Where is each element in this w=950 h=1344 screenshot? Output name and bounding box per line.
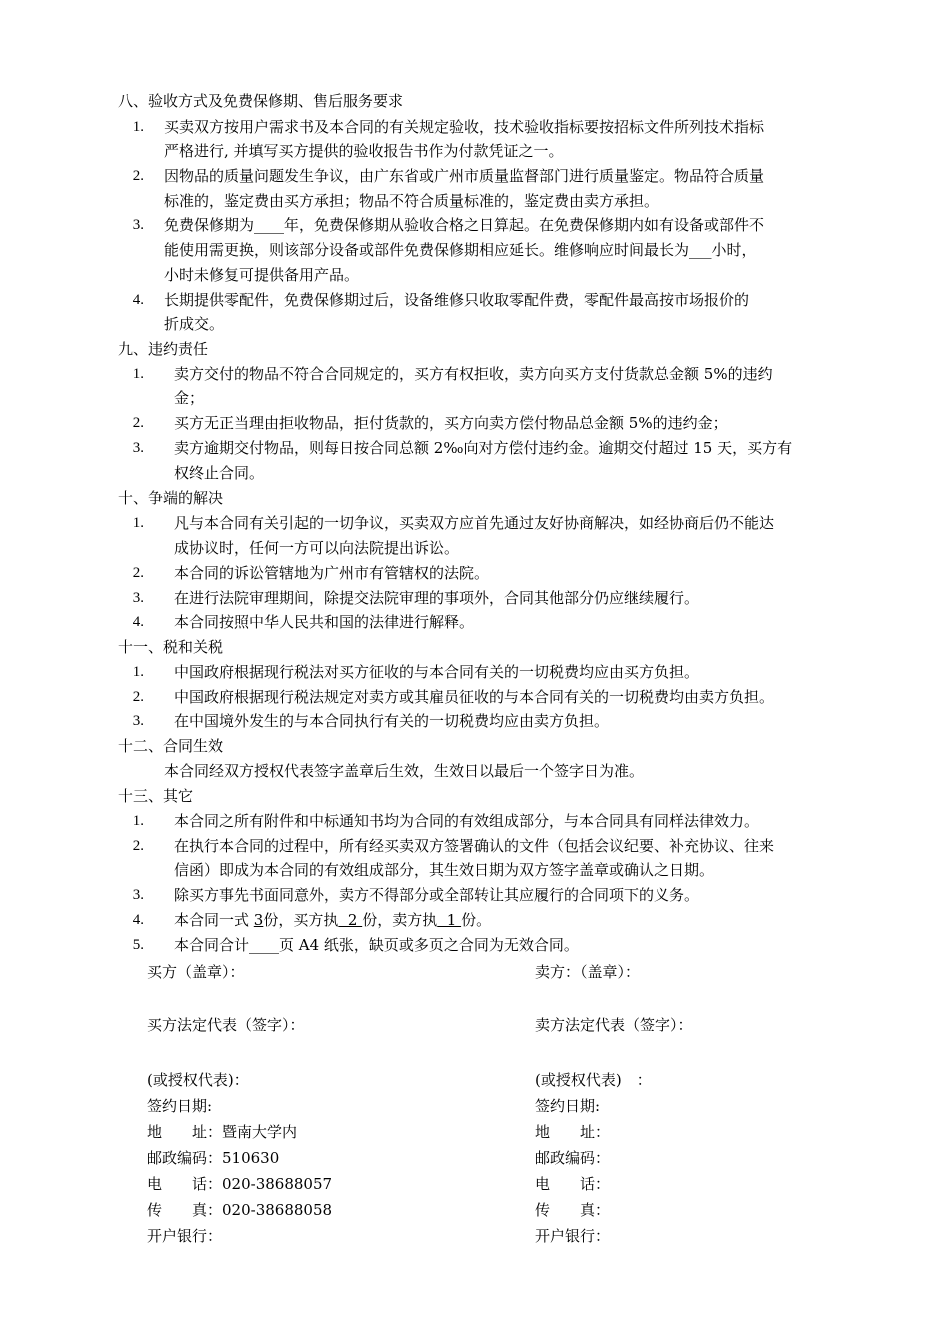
item-text: 能使用需更换，则该部分设备或部件免费保修期相应延长。维修响应时间最长为___小时， xyxy=(164,241,757,259)
item-text: 在执行本合同的过程中，所有经买卖双方签署确认的文件（包括会议纪要、补充协议、往来 xyxy=(174,837,775,855)
seller-postcode: 邮政编码： xyxy=(535,1149,611,1167)
copies-buyer-label: 份，买方执 xyxy=(263,911,339,929)
item-number: 3. xyxy=(132,217,144,233)
seller-seal-label: 卖方：（盖章）： xyxy=(535,963,641,981)
item-text: 金； xyxy=(174,389,205,407)
item-text: 标准的，鉴定费由买方承担；物品不符合质量标准的，鉴定费由卖方承担。 xyxy=(164,192,660,210)
item-text: 权终止合同。 xyxy=(174,464,265,482)
section-heading-breach: 九、违约责任 xyxy=(118,340,209,358)
section-heading-other: 十三、其它 xyxy=(118,787,194,805)
seller-authorized-label: (或授权代表) ： xyxy=(535,1071,652,1089)
buyer-phone: 电 话：020-38688057 xyxy=(147,1175,333,1193)
item-text: 卖方交付的物品不符合合同规定的，买方有权拒收，卖方向买方支付货款总金额 5%的违约 xyxy=(174,365,773,383)
item-number: 4. xyxy=(132,912,144,928)
item-text: 中国政府根据现行税法规定对卖方或其雇员征收的与本合同有关的一切税费均由卖方负担。 xyxy=(174,688,775,706)
seller-fax: 传 真： xyxy=(535,1201,611,1219)
effectiveness-text: 本合同经双方授权代表签字盖章后生效，生效日以最后一个签字日为准。 xyxy=(164,762,645,780)
section-heading-disputes: 十、争端的解决 xyxy=(118,489,224,507)
section-heading-acceptance: 八、验收方式及免费保修期、售后服务要求 xyxy=(118,92,404,110)
item-text: 折成交。 xyxy=(164,315,225,333)
buyer-address: 地 址：暨南大学内 xyxy=(147,1123,298,1141)
item-number: 1. xyxy=(132,813,144,829)
item-text: 在进行法院审理期间，除提交法院审理的事项外，合同其他部分仍应继续履行。 xyxy=(174,589,700,607)
copies-total: 3 xyxy=(253,911,264,929)
item-text: 本合同合计____页 A4 纸张，缺页或多页之合同为无效合同。 xyxy=(174,936,579,954)
item-number: 2. xyxy=(132,168,144,184)
item-text: 本合同之所有附件和中标通知书均为合同的有效组成部分，与本合同具有同样法律效力。 xyxy=(174,812,760,830)
buyer-legal-rep-label: 买方法定代表（签字）： xyxy=(147,1016,305,1034)
item-number: 3. xyxy=(132,590,144,606)
seller-date-label: 签约日期: xyxy=(535,1097,601,1115)
item-text: 长期提供零配件，免费保修期过后，设备维修只收取零配件费，零配件最高按市场报价的 xyxy=(164,291,750,309)
item-text: 成协议时，任何一方可以向法院提出诉讼。 xyxy=(174,539,460,557)
item-number: 1. xyxy=(132,515,144,531)
item-number: 4. xyxy=(132,292,144,308)
item-text: 凡与本合同有关引起的一切争议，买卖双方应首先通过友好协商解决，如经协商后仍不能达 xyxy=(174,514,775,532)
item-number: 1. xyxy=(132,664,144,680)
item-text: 小时未修复可提供备用产品。 xyxy=(164,266,360,284)
item-text: 卖方逾期交付物品，则每日按合同总额 2‰向对方偿付违约金。逾期交付超过 15 天，买方有 xyxy=(174,439,793,457)
buyer-seal-label: 买方（盖章）： xyxy=(147,963,245,981)
seller-phone: 电 话： xyxy=(535,1175,611,1193)
item-number: 3. xyxy=(132,887,144,903)
seller-address: 地 址： xyxy=(535,1123,611,1141)
seller-bank: 开户银行： xyxy=(535,1227,611,1245)
item-number: 3. xyxy=(132,713,144,729)
item-text: 严格进行, 并填写买方提供的验收报告书作为付款凭证之一。 xyxy=(164,142,564,160)
copies-seller: 1 xyxy=(437,911,462,929)
item-number: 3. xyxy=(132,440,144,456)
buyer-authorized-label: (或授权代表)： xyxy=(147,1071,249,1089)
item-number: 2. xyxy=(132,565,144,581)
item-number: 2. xyxy=(132,838,144,854)
buyer-postcode: 邮政编码：510630 xyxy=(147,1149,280,1167)
buyer-fax: 传 真：020-38688058 xyxy=(147,1201,333,1219)
item-number: 1. xyxy=(132,119,144,135)
copies-prefix: 本合同一式 xyxy=(174,911,254,929)
copies-text xyxy=(174,910,491,930)
item-number: 2. xyxy=(132,689,144,705)
buyer-date-label: 签约日期: xyxy=(147,1097,213,1115)
item-text: 买方无正当理由拒收物品，拒付货款的，买方向卖方偿付物品总金额 5%的违约金； xyxy=(174,414,728,432)
item-text: 因物品的质量问题发生争议，由广东省或广州市质量监督部门进行质量鉴定。物品符合质量 xyxy=(164,167,765,185)
item-text: 在中国境外发生的与本合同执行有关的一切税费均应由卖方负担。 xyxy=(174,712,610,730)
seller-legal-rep-label: 卖方法定代表（签字）： xyxy=(535,1016,693,1034)
item-text: 中国政府根据现行税法对买方征收的与本合同有关的一切税费均应由买方负担。 xyxy=(174,663,700,681)
item-text: 买卖双方按用户需求书及本合同的有关规定验收，技术验收指标要按招标文件所列技术指标 xyxy=(164,118,765,136)
item-number: 5. xyxy=(132,937,144,953)
section-heading-effectiveness: 十二、合同生效 xyxy=(118,737,224,755)
item-text: 本合同的诉讼管辖地为广州市有管辖权的法院。 xyxy=(174,564,490,582)
item-text: 本合同按照中华人民共和国的法律进行解释。 xyxy=(174,613,475,631)
item-text: 除买方事先书面同意外，卖方不得部分或全部转让其应履行的合同项下的义务。 xyxy=(174,886,700,904)
copies-buyer: 2 xyxy=(338,911,363,929)
item-number: 4. xyxy=(132,614,144,630)
item-number: 1. xyxy=(132,366,144,382)
buyer-bank: 开户银行： xyxy=(147,1227,223,1245)
copies-seller-label: 份，卖方执 xyxy=(362,911,438,929)
section-heading-taxes: 十一、税和关税 xyxy=(118,638,224,656)
item-text: 免费保修期为____年，免费保修期从验收合格之日算起。在免费保修期内如有设备或部件不 xyxy=(164,216,765,234)
item-number: 2. xyxy=(132,415,144,431)
copies-suffix: 份。 xyxy=(461,911,492,929)
item-text: 信函）即成为本合同的有效组成部分，其生效日期为双方签字盖章或确认之日期。 xyxy=(174,861,715,879)
